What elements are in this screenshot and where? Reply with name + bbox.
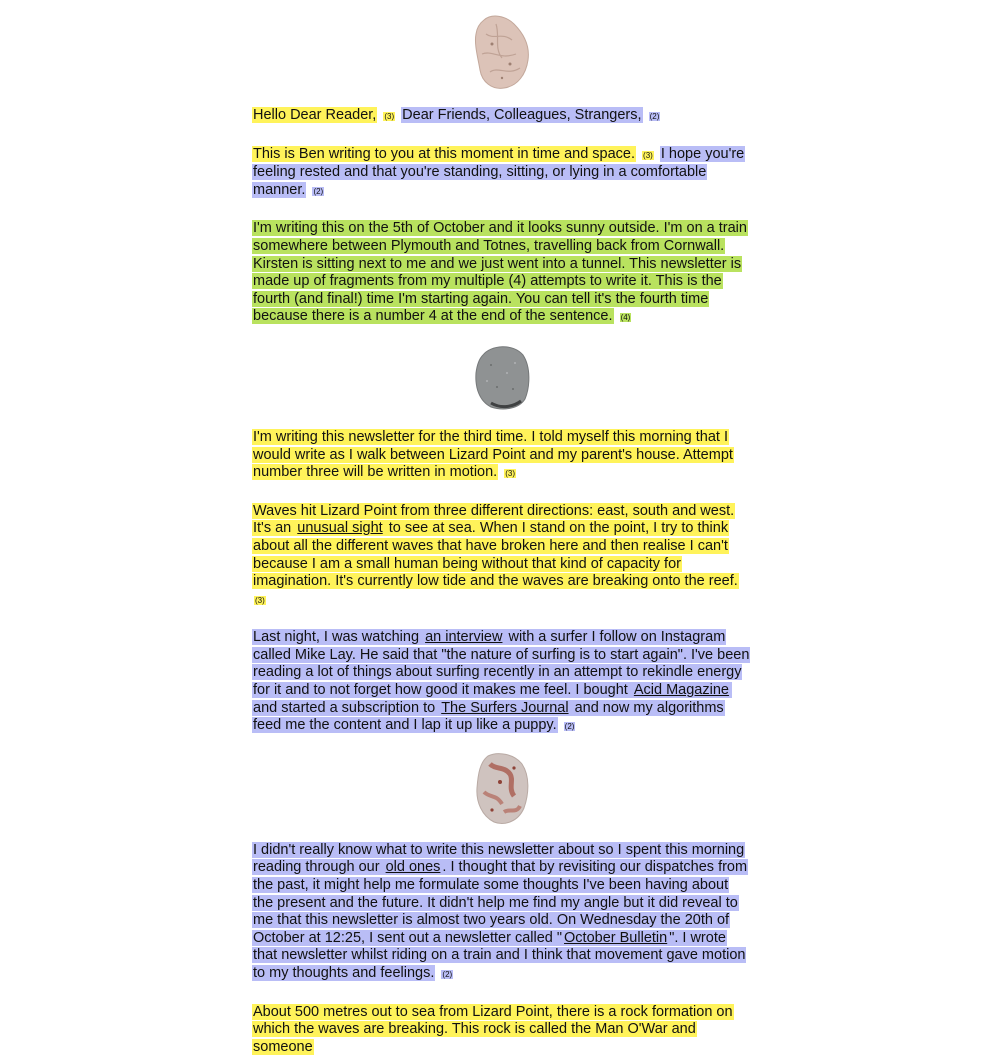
night-text-4: and now my algorithms feed me the content and I lap it up like a puppy. <box>253 699 724 734</box>
stone-image-2 <box>252 343 752 411</box>
waves-text-2: to see at sea. When I stand on the point, I try to think about all the different waves that have broken here and then realise I can't because I am a small human being without that kind of capacity for imagination. It's currently low tide and the waves are breaking onto the reef. <box>253 520 738 590</box>
old-text-3: ". I wrote that newsletter whilst riding on a train and I think that movement gave motion to my thoughts and feelings. <box>253 929 746 981</box>
old-newsletters-paragraph <box>252 842 752 984</box>
version-tag: (2) <box>313 186 324 196</box>
version-tag: (3) <box>505 469 516 479</box>
newsletter-column <box>252 0 752 1056</box>
interview-link[interactable]: an interview <box>425 629 503 646</box>
last-night-paragraph <box>252 629 752 736</box>
old-text-2: . I thought that by revisiting our dispatches from the past, it might help me formulate some thoughts I've been having about the present and the future. It didn't help me find my angle but it did reveal to me that this newsletter is almost two years old. On Wednesday the 20th of October at 12:25, I sent out a newsletter called " <box>253 859 748 946</box>
greeting-paragraph <box>252 107 752 126</box>
version-tag: (3) <box>643 150 653 160</box>
train-text: I'm writing this on the 5th of October and it looks sunny outside. I'm on a train somewhere between Plymouth and Totnes, travelling back from Cornwall. Kirsten is sitting next to me and we just went into a tunnel. This newsletter is made up of fragments from my multiple (4) attempts to write it. This is the fourth (and final!) time I'm starting again. You can tell it's the fourth time because there is a number 4 at the end of the sentence. <box>253 220 747 325</box>
third-attempt-paragraph <box>252 429 752 483</box>
october-bulletin-link[interactable]: October Bulletin <box>564 929 668 946</box>
version-tag: (2) <box>649 112 660 121</box>
rock-text: About 500 metres out to sea from Lizard Point, there is a rock formation on which the waves are breaking. This rock is called the Man O'War and someone <box>253 1003 733 1055</box>
version-tag: (2) <box>442 970 453 979</box>
night-text-3: and started a subscription to <box>252 682 732 716</box>
old-ones-link[interactable]: old ones <box>385 859 441 876</box>
stone-image-3 <box>252 752 752 826</box>
intro-a: This is Ben writing to you at this moment in time and space. <box>253 145 636 162</box>
version-tag: (4) <box>620 313 631 323</box>
version-tag: (3) <box>255 595 265 605</box>
old-text-1: I didn't really know what to write this newsletter about so I spent this morning reading through our <box>253 841 745 876</box>
waves-text-1: Waves hit Lizard Point from three different directions: east, south and west. It's an <box>253 502 735 537</box>
surfers-journal-link[interactable]: The Surfers Journal <box>441 699 569 716</box>
stone-image-1 <box>252 14 752 90</box>
man-o-war-paragraph <box>252 1004 752 1056</box>
night-text-1: Last night, I was watching <box>253 629 424 646</box>
version-tag: (2) <box>564 722 575 732</box>
night-text-2: with a surfer I follow on Instagram called Mike Lay. He said that "the nature of surfing is to start again". I've been reading a lot of things about surfing recently in an attempt to rekindle energy for it and to not forget how good it makes me feel. I bought <box>253 629 750 699</box>
greeting-b: Dear Friends, Colleagues, Strangers, <box>402 107 642 123</box>
version-tag: (3) <box>384 112 395 121</box>
waves-paragraph <box>252 503 752 610</box>
intro-b: I hope you're feeling rested and that you're standing, sitting, or lying in a comfortable manner. <box>253 145 745 198</box>
train-paragraph <box>252 220 752 327</box>
pink-granite-stone <box>472 14 532 90</box>
red-speckled-stone <box>474 752 530 826</box>
acid-magazine-link[interactable]: Acid Magazine <box>633 682 729 699</box>
grey-stone <box>473 343 531 411</box>
greeting-a: Hello Dear Reader, <box>253 107 377 123</box>
intro-paragraph <box>252 146 752 201</box>
third-text: I'm writing this newsletter for the third time. I told myself this morning that I would write as I walk between Lizard Point and my parent's house. Attempt number three will be written in motion. <box>253 428 733 481</box>
unusual-sight-link[interactable]: unusual sight <box>297 520 383 537</box>
